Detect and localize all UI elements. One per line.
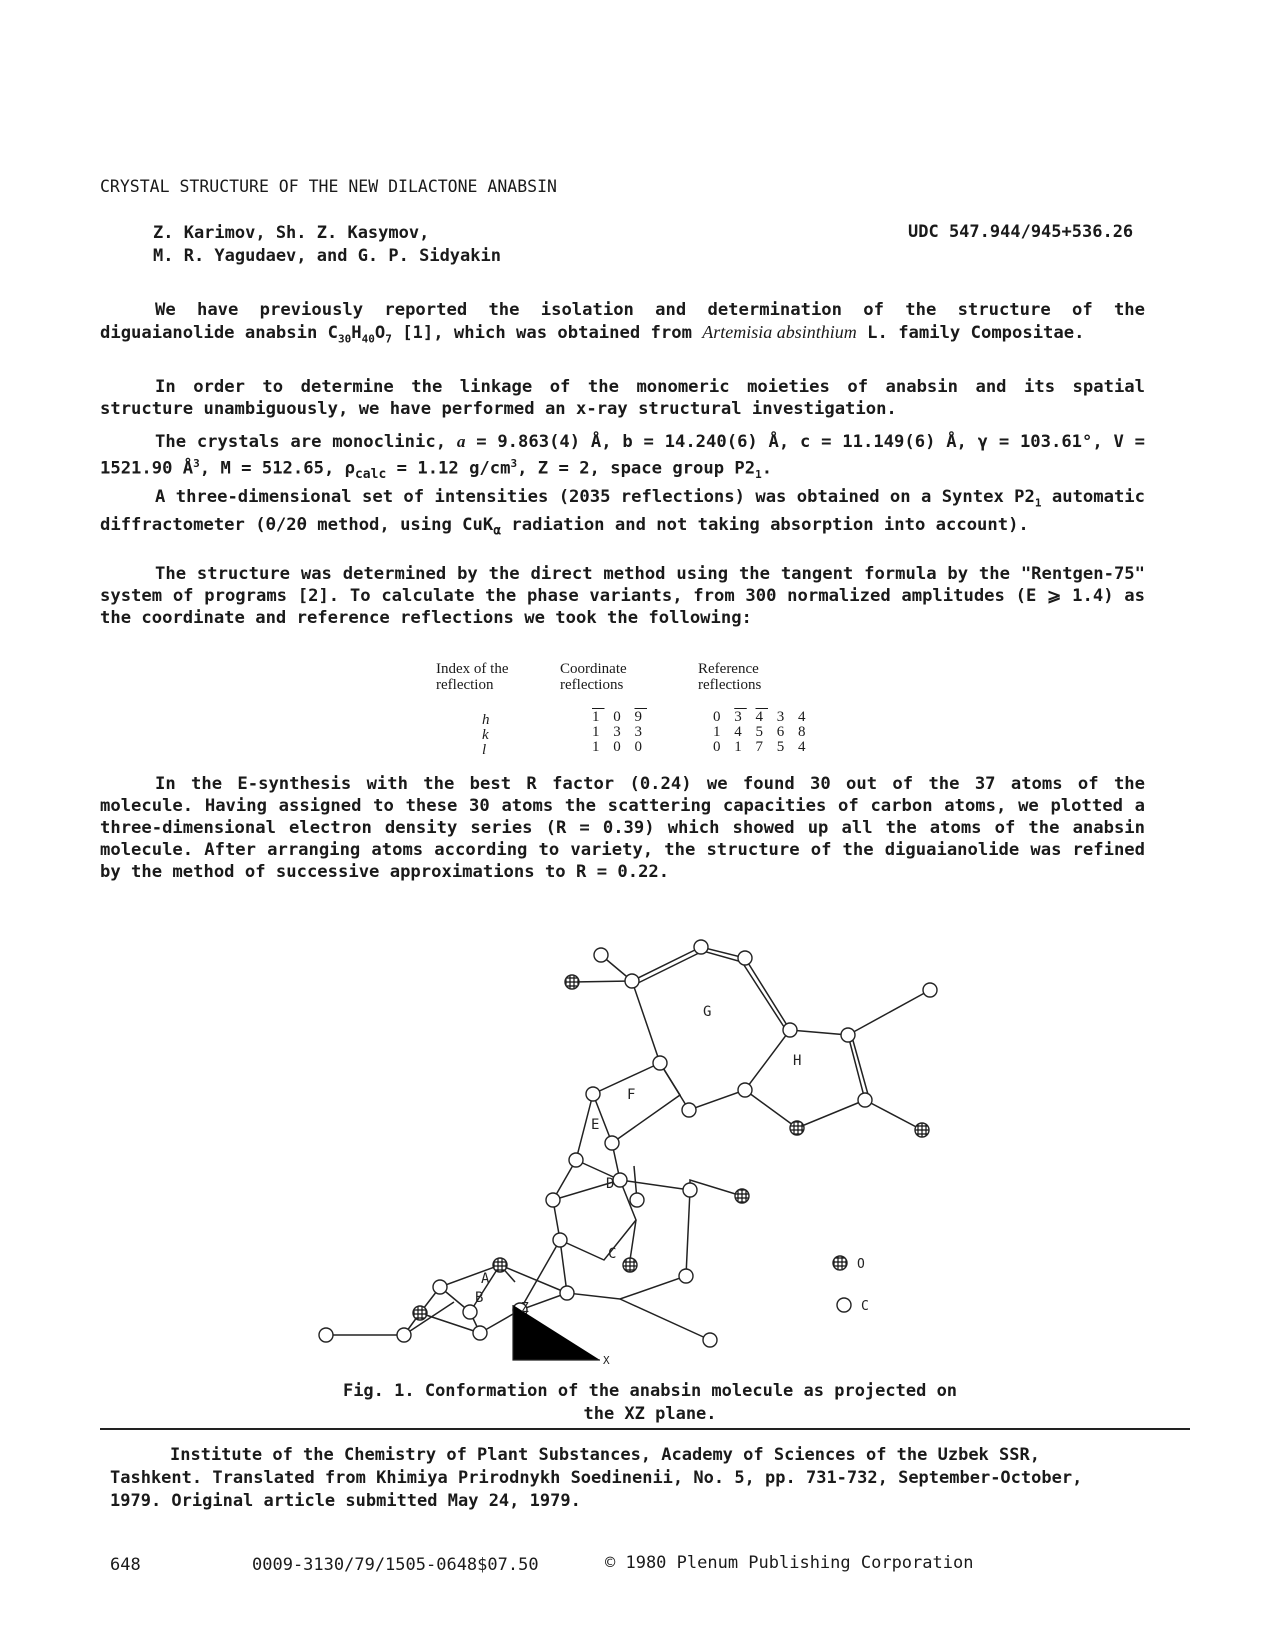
table-row-label: h <box>482 712 490 728</box>
table-header-coordinate: Coordinate reflections <box>560 661 627 693</box>
table-row: 0 1 7 5 4 <box>713 739 811 755</box>
copyright: © 1980 Plenum Publishing Corporation <box>605 1553 974 1573</box>
legend-carbon-symbol <box>837 1298 851 1312</box>
axis-x-label: X <box>603 1354 610 1367</box>
table-row: 1 0 0 <box>592 739 647 755</box>
footnote: Institute of the Chemistry of Plant Substances, Academy of Sciences of the Uzbek SSR, Tashkent. Translated from Khimiya Prirodnykh Soedinenii, No. 5, pp. 731-732, September-October, 1979. Original article submitted May 24, 1979. <box>110 1445 1083 1511</box>
paragraph-1: We have previously reported the isolation and determination of the structure of the diguaianolide anabsin $C_{30}H_{40}O_7$ [1], which was obtained from Artemisia absinthium L. family Compositae. <box>100 300 1145 346</box>
table-header-reference: Reference reflections <box>698 661 762 693</box>
table-row: 0 3 4 3 4 <box>713 709 811 725</box>
table-row: 1 0 9 <box>592 709 647 725</box>
carbon-atoms <box>319 940 937 1347</box>
ring-labels <box>475 1004 801 1306</box>
legend-carbon-label: C <box>861 1299 869 1314</box>
table-row: 1 3 3 <box>592 724 647 740</box>
ring-label-h: H <box>793 1053 802 1069</box>
species-name: Artemisia absinthium <box>702 322 857 342</box>
paragraph-4: A three-dimensional set of intensities (2035 reflections) was obtained on a Syntex $P2_1$ automatic diffractometer (θ/2θ method, using CuK$_\alpha$ radiation and not taking absorption into account). <box>100 487 1146 539</box>
axis-z-label: Z <box>521 1301 529 1316</box>
authors-line-1: Z. Karimov, Sh. Z. Kasymov, <box>153 223 430 243</box>
paragraph-5: The structure was determined by the direct method using the tangent formula by the "Rentgen-75" system of programs [2]. To calculate the phase variants, from 300 normalized amplitudes (E ⩾ 1.4) as the coordinate and reference reflections we took the following: <box>100 564 1145 628</box>
ring-label-e: E <box>591 1117 600 1133</box>
authors-line-2: M. R. Yagudaev, and G. P. Sidyakin <box>153 246 501 266</box>
udc-code: UDC 547.944/945+536.26 <box>908 222 1134 242</box>
paragraph-3: The crystals are monoclinic, a = 9.863(4) Å, b = 14.240(6) Å, c = 11.149(6) Å, γ = 103.61°, V = 1521.90 $Å^3$, M = 512.65, $\rho_{calc} = 1.12$ $g/cm^3$, Z = 2, space group $P2_1$. <box>100 432 1145 483</box>
article-title: CRYSTAL STRUCTURE OF THE NEW DILACTONE ANABSIN <box>100 177 557 196</box>
ring-label-b: B <box>475 1290 484 1306</box>
legend-oxygen-symbol <box>833 1256 847 1270</box>
ring-label-d: D <box>606 1176 615 1192</box>
ring-label-a: A <box>481 1271 490 1287</box>
publication-code: 0009-3130/79/1505-0648$07.50 <box>252 1555 539 1575</box>
page-number: 648 <box>110 1555 141 1575</box>
table-header-index: Index of the reflection <box>436 661 509 693</box>
paragraph-2: In order to determine the linkage of the monomeric moieties of anabsin and its spatial structure unambiguously, we have performed an x-ray structural investigation. <box>100 377 1145 419</box>
ring-label-f: F <box>627 1087 636 1103</box>
legend-oxygen-label: O <box>857 1257 865 1272</box>
table-row-label: l <box>482 742 487 758</box>
ring-label-g: G <box>703 1004 712 1020</box>
footnote-divider <box>100 1428 1190 1430</box>
ring-label-c: C <box>608 1246 617 1262</box>
paragraph-6: In the E-synthesis with the best R factor (0.24) we found 30 out of the 37 atoms of the molecule. Having assigned to these 30 atoms the scattering capacities of carbon atoms, we plotted a three-dimensional electron density series (R = 0.39) which showed up all the atoms of the anabsin molecule. After arranging atoms according to variety, the structure of the diguaianolide was refined by the method of successive approximations to R = 0.22. <box>100 774 1145 882</box>
molecule-bonds <box>326 947 930 1340</box>
table-row-label: k <box>482 727 489 743</box>
figure-caption: Fig. 1. Conformation of the anabsin molecule as projected on the XZ plane. <box>342 1381 958 1424</box>
table-row: 1 4 5 6 8 <box>713 724 811 740</box>
